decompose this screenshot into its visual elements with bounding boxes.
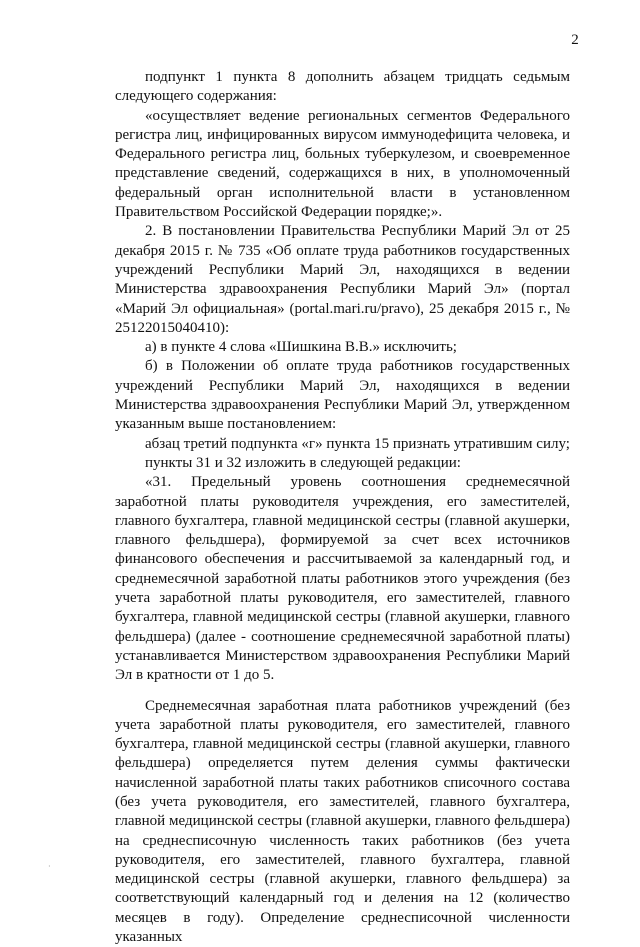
paragraph-point-31: «31. Предельный уровень соотношения среднемесячной заработной платы руководителя учреждения, его заместителей, главного бухгалтера, главной медицинской сестры (главной акушерки, главного фельдшера), формируемой за счет всех источников финансового обеспечения и рассчитываемой за календарный год, и среднемесячной заработной платы работников этого учреждения (без учета заработной платы руководителя, его заместителей, главного бухгалтера, главной медицинской сестры (главной акушерки, главного фельдшера) (далее - соотношение среднемесячной заработной платы) устанавливается Министерством здравоохранения Республики Марий Эл в кратности от 1 до 5. [115,473,570,685]
paragraph-average-salary: Среднемесячная заработная плата работников учреждений (без учета заработной платы руководителя, его заместителей, главного бухгалтера, главной медицинской сестры (главной акушерки, главного фельдшера) определяется путем деления суммы фактически начисленной заработной платы таких работников списочного состава (без учета руководителя, его заместителей, главного бухгалтера, главной медицинской сестры (главной акушерки, главного фельдшера) на среднесписочную численность таких работников (без учета руководителя, его заместителей, главного бухгалтера, главной медицинской сестры (главной акушерки, главного фельдшера) за соответствующий календарный год и деления на 12 (количество месяцев в году). Определение среднесписочной численности указанных [115,697,570,947]
paragraph-quoted-text: «осуществляет ведение региональных сегментов Федерального регистра лиц, инфицированных вирусом иммунодефицита человека, и Федерального регистра лиц, больных туберкулезом, и своевременное представление сведений, содержащихся в них, в уполномоченный федеральный орган исполнительной власти в установленном Правительством Российской Федерации порядке;». [115,107,570,223]
page-number: 2 [560,32,590,49]
paragraph-item-2: 2. В постановлении Правительства Республики Марий Эл от 25 декабря 2015 г. № 735 «Об оплате труда работников государственных учреждений Республики Марий Эл, находящихся в ведении Министерства здравоохранения Республики Марий Эл» (портал «Марий Эл официальная» (portal.mari.ru/pravo), 25 декабря 2015 г., № 25122015040410): [115,222,570,338]
paragraph-abzac-3: абзац третий подпункта «г» пункта 15 признать утратившим силу; [115,435,570,454]
paragraph-amendment-intro: подпункт 1 пункта 8 дополнить абзацем тридцать седьмым следующего содержания: [115,68,570,107]
paragraph-points-31-32: пункты 31 и 32 изложить в следующей редакции: [115,454,570,473]
paragraph-item-2b: б) в Положении об оплате труда работников государственных учреждений Республики Марий Эл, находящихся в ведении Министерства здравоохранения Республики Марий Эл, утвержденном указанным выше постановлением: [115,357,570,434]
document-body [115,68,570,947]
scan-dot: · [48,862,51,871]
paragraph-item-2a: а) в пункте 4 слова «Шишкина В.В.» исключить; [115,338,570,357]
